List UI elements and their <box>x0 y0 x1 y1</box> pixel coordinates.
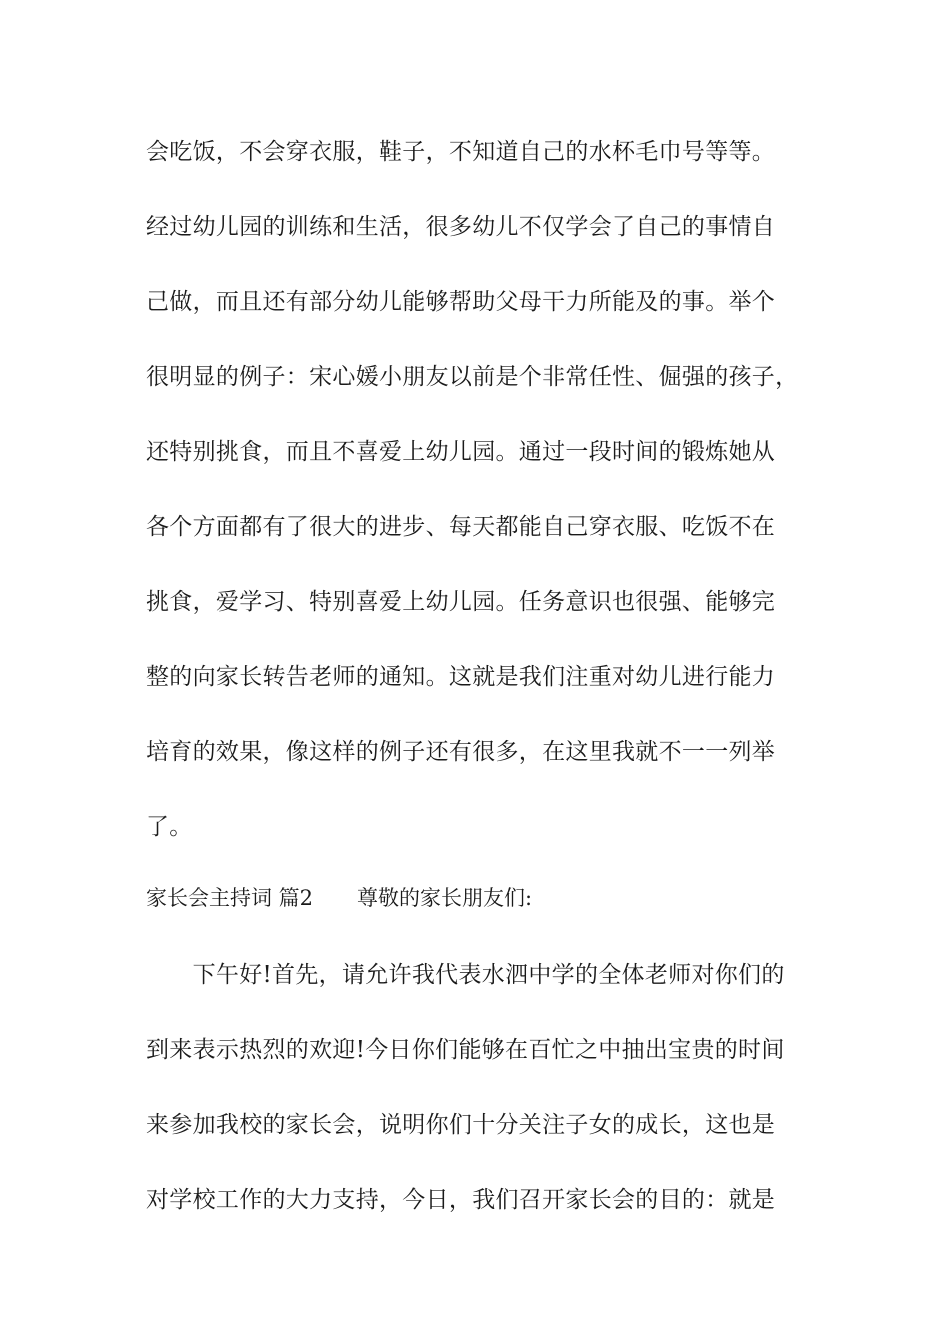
paragraph-line: 到来表示热烈的欢迎!今日你们能够在百忙之中抽出宝贵的时间 <box>146 1037 785 1063</box>
paragraph-line: 下午好!首先，请允许我代表水泗中学的全体老师对你们的 <box>146 962 785 988</box>
paragraph-line: 对学校工作的大力支持，今日，我们召开家长会的目的：就是 <box>146 1187 776 1213</box>
paragraph-line: 还特别挑食，而且不喜爱上幼儿园。通过一段时间的锻炼她从 <box>146 439 776 465</box>
paragraph-line: 会吃饭，不会穿衣服，鞋子，不知道自己的水杯毛巾号等等。 <box>146 139 776 165</box>
paragraph-line: 培育的效果，像这样的例子还有很多，在这里我就不一一列举 <box>146 739 776 765</box>
paragraph-line: 来参加我校的家长会，说明你们十分关注子女的成长，这也是 <box>146 1112 776 1138</box>
greeting: 尊敬的家长朋友们: <box>357 886 533 910</box>
paragraph-line: 经过幼儿园的训练和生活，很多幼儿不仅学会了自己的事情自 <box>146 214 776 240</box>
paragraph-line: 很明显的例子：宋心媛小朋友以前是个非常任性、倔强的孩子， <box>146 364 799 390</box>
section-title: 家长会主持词 篇2 <box>146 886 314 910</box>
paragraph-line: 整的向家长转告老师的通知。这就是我们注重对幼儿进行能力 <box>146 664 776 690</box>
section-heading-line <box>146 883 532 913</box>
paragraph-line: 挑食，爱学习、特别喜爱上幼儿园。任务意识也很强、能够完 <box>146 589 776 615</box>
paragraph-line: 各个方面都有了很大的进步、每天都能自己穿衣服、吃饭不在 <box>146 514 776 540</box>
paragraph-line: 己做，而且还有部分幼儿能够帮助父母干力所能及的事。举个 <box>146 289 776 315</box>
paragraph-line: 了。 <box>146 814 193 840</box>
